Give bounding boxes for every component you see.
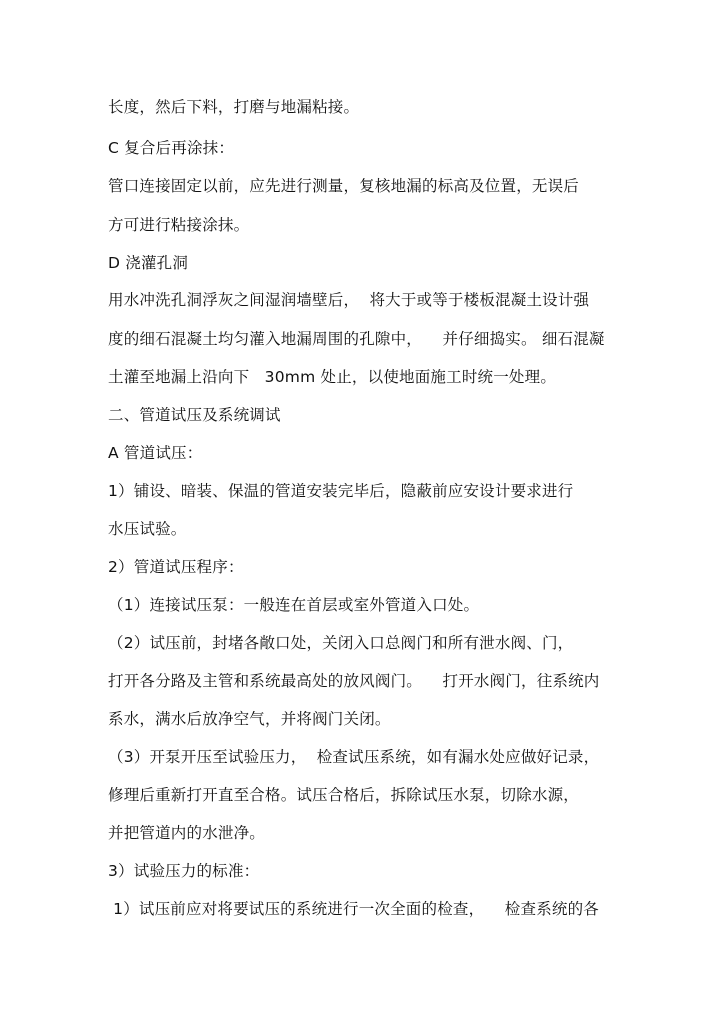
text-line: 度的细石混凝土均匀灌入地漏周围的孔隙中， 并仔细捣实。 细石混凝 bbox=[108, 330, 605, 348]
text-line: （1）连接试压泵：一般连在首层或室外管道入口处。 bbox=[108, 596, 480, 614]
text-line: （3）开泵开压至试验压力， 检查试压系统，如有漏水处应做好记录， bbox=[108, 748, 600, 766]
text-line: 管口连接固定以前，应先进行测量，复核地漏的标高及位置，无误后 bbox=[108, 177, 580, 195]
text-line: 水压试验。 bbox=[108, 520, 187, 538]
section-heading: C 复合后再涂抹： bbox=[108, 139, 235, 157]
text-line: 并把管道内的水泄净。 bbox=[108, 824, 266, 842]
text-line: 打开各分路及主管和系统最高处的放风阀门。 打开水阀门，往系统内 bbox=[108, 672, 600, 690]
text-line: 1）铺设、暗装、保温的管道安装完毕后，隐蔽前应安设计要求进行 bbox=[108, 482, 574, 500]
text-line: 方可进行粘接涂抹。 bbox=[108, 216, 250, 234]
text-line: 修理后重新打开直至合格。试压合格后，拆除试压水泵，切除水源， bbox=[108, 786, 580, 804]
text-line: 系水，满水后放净空气，并将阀门关闭。 bbox=[108, 710, 391, 728]
section-heading: A 管道试压： bbox=[108, 444, 203, 462]
text-line: （2）试压前，封堵各敞口处，关闭入口总阀门和所有泄水阀、门， bbox=[108, 634, 574, 652]
section-heading: 二、管道试压及系统调试 bbox=[108, 406, 281, 424]
text-line: 2）管道试压程序： bbox=[108, 558, 244, 576]
text-line: 长度，然后下料，打磨与地漏粘接。 bbox=[108, 98, 360, 116]
text-line: 1）试压前应对将要试压的系统进行一次全面的检查， 检查系统的各 bbox=[108, 900, 599, 918]
text-line: 土灌至地漏上沿向下 30mm 处止，以使地面施工时统一处理。 bbox=[108, 368, 557, 386]
section-heading: D 浇灌孔洞 bbox=[108, 254, 189, 272]
text-line: 用水冲洗孔洞浮灰之间湿润墙壁后， 将大于或等于楼板混凝土设计强 bbox=[108, 291, 590, 309]
text-line: 3）试验压力的标准： bbox=[108, 862, 260, 880]
